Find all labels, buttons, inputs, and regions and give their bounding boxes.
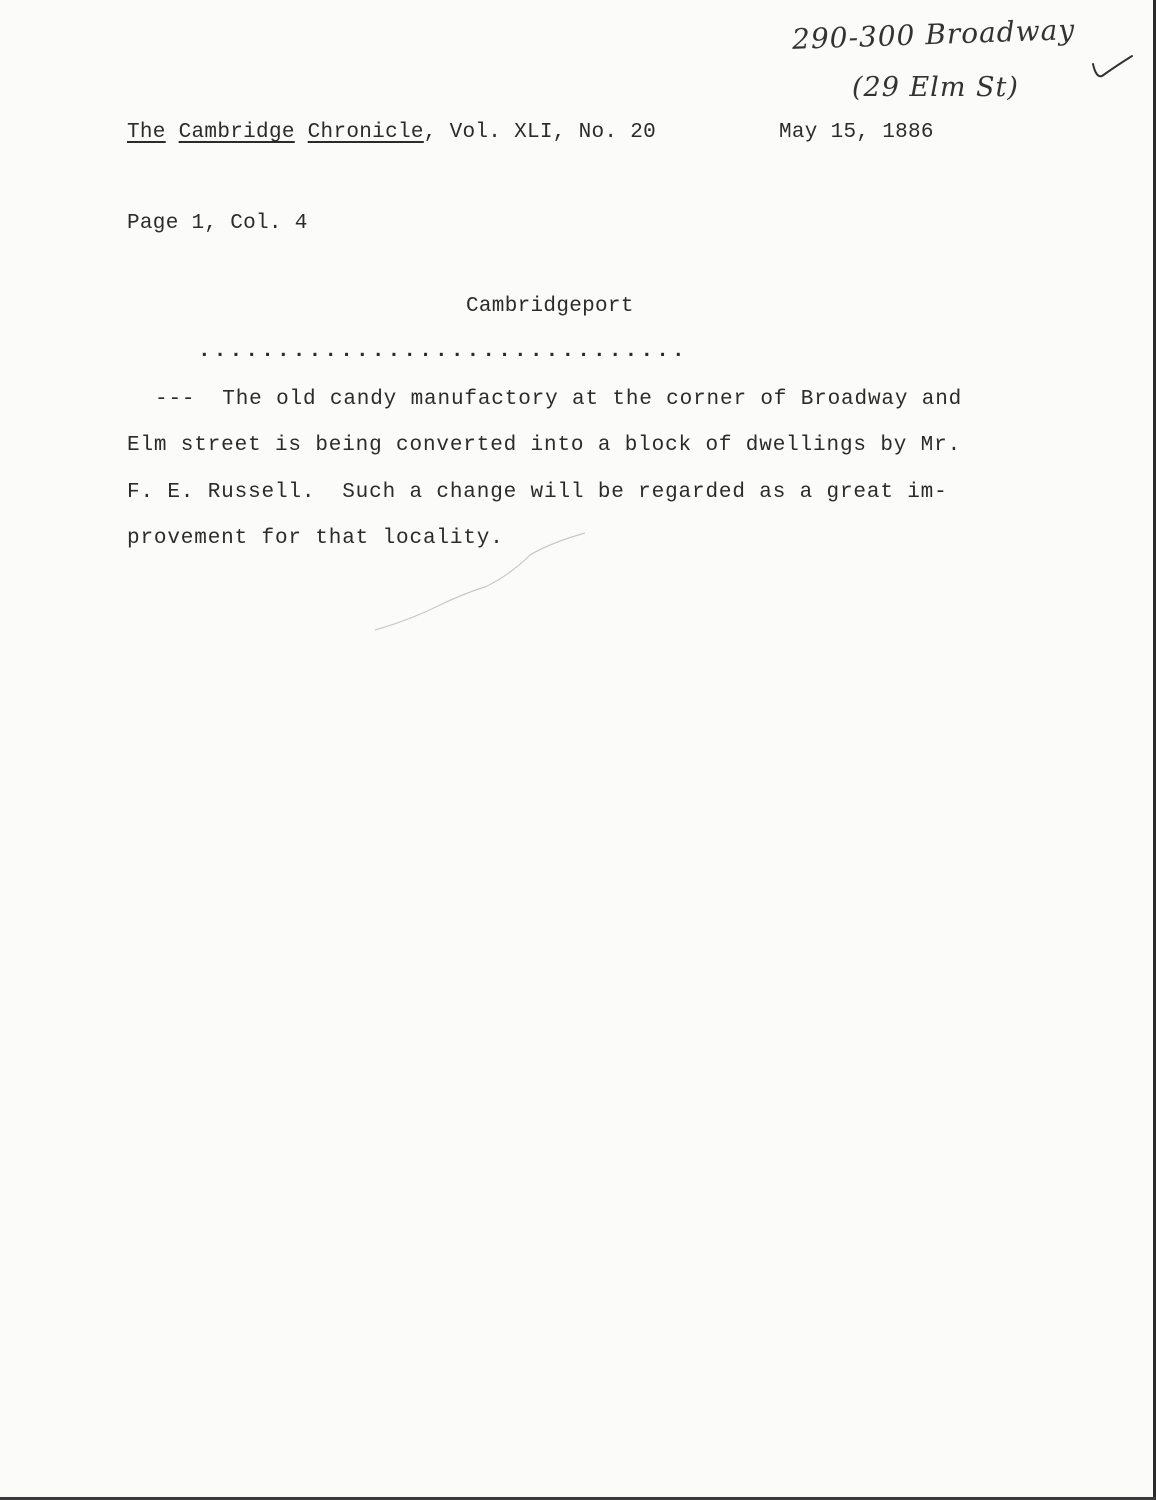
check-mark-icon	[1090, 50, 1136, 84]
publication-name-the: The	[127, 121, 166, 144]
pencil-mark	[370, 525, 600, 635]
handwritten-address: 290-300 Broadway	[791, 13, 1076, 56]
article-line-3: F. E. Russell. Such a change will be regarded as a great im-	[127, 481, 948, 504]
article-line-1: --- The old candy manufactory at the corner of Broadway and	[155, 388, 963, 411]
article-line-2: Elm street is being converted into a block of dwellings by Mr.	[127, 434, 962, 457]
publication-date: May 15, 1886	[779, 121, 934, 144]
dotted-separator: ...............................	[198, 340, 688, 363]
publication-name-chronicle: Chronicle	[307, 121, 424, 144]
publication-name-cambridge: Cambridge	[178, 121, 295, 144]
section-title: Cambridgeport	[466, 295, 634, 318]
volume-info: , Vol. XLI, No. 20	[423, 121, 657, 144]
handwritten-alternate-address: (29 Elm St)	[852, 72, 1019, 103]
publication-header	[127, 121, 656, 144]
article-line-4: provement for that locality.	[127, 527, 504, 550]
page-column-reference: Page 1, Col. 4	[127, 212, 308, 235]
